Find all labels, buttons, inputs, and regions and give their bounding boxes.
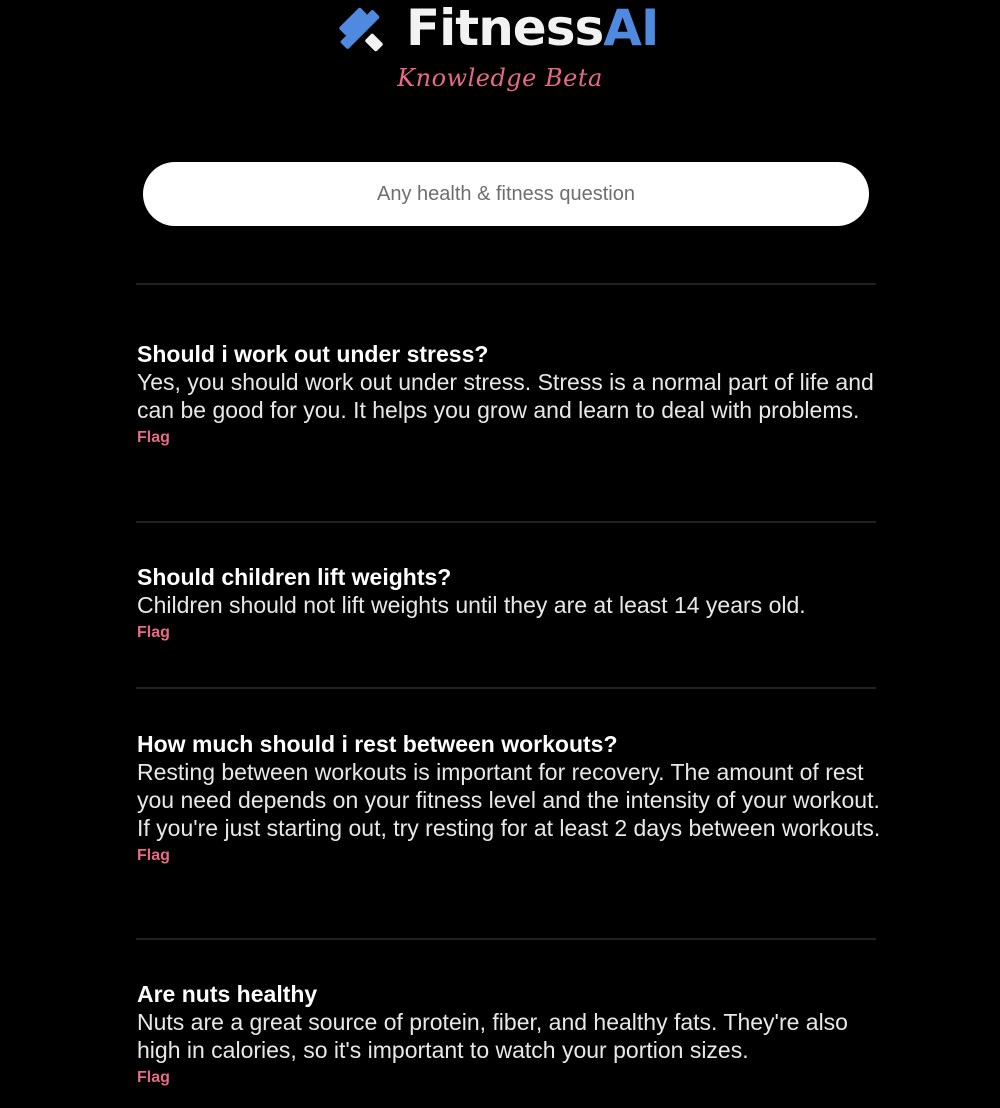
question: Are nuts healthy [137, 981, 318, 1007]
logo[interactable] [336, 0, 659, 57]
qa-item [137, 563, 882, 642]
answer: Nuts are a great source of protein, fiber, and healthy fats. They're also high in calories, so it's important to watch your portion sizes. [137, 1009, 848, 1063]
qa-item [137, 340, 882, 447]
header [0, 0, 1000, 110]
flag-link[interactable]: Flag [137, 624, 170, 641]
question: How much should i rest between workouts? [137, 731, 618, 757]
logo-text [406, 0, 659, 57]
answer: Children should not lift weights until they are at least 14 years old. [137, 592, 806, 618]
divider [136, 687, 876, 689]
qa-item [137, 980, 882, 1087]
search-input[interactable] [143, 162, 869, 226]
divider [136, 521, 876, 523]
flag-link[interactable]: Flag [137, 1069, 170, 1086]
answer: Yes, you should work out under stress. Stress is a normal part of life and can be good for you. It helps you grow and learn to deal with problems. [137, 369, 874, 423]
qa-item [137, 730, 882, 865]
divider [136, 283, 876, 285]
divider [136, 938, 876, 940]
flag-link[interactable]: Flag [137, 429, 170, 446]
question: Should children lift weights? [137, 564, 452, 590]
logo-text-accent: AI [603, 0, 659, 57]
question: Should i work out under stress? [137, 341, 489, 367]
flag-link[interactable]: Flag [137, 847, 170, 864]
subtitle: Knowledge Beta [397, 64, 603, 92]
answer: Resting between workouts is important for recovery. The amount of rest you need depends on your fitness level and the intensity of your workout. If you're just starting out, try resting for at least 2 days between workouts. [137, 759, 881, 841]
fitnessai-logo-icon [336, 4, 384, 52]
logo-bar-white [364, 33, 383, 52]
logo-text-main: Fitness [406, 0, 604, 57]
